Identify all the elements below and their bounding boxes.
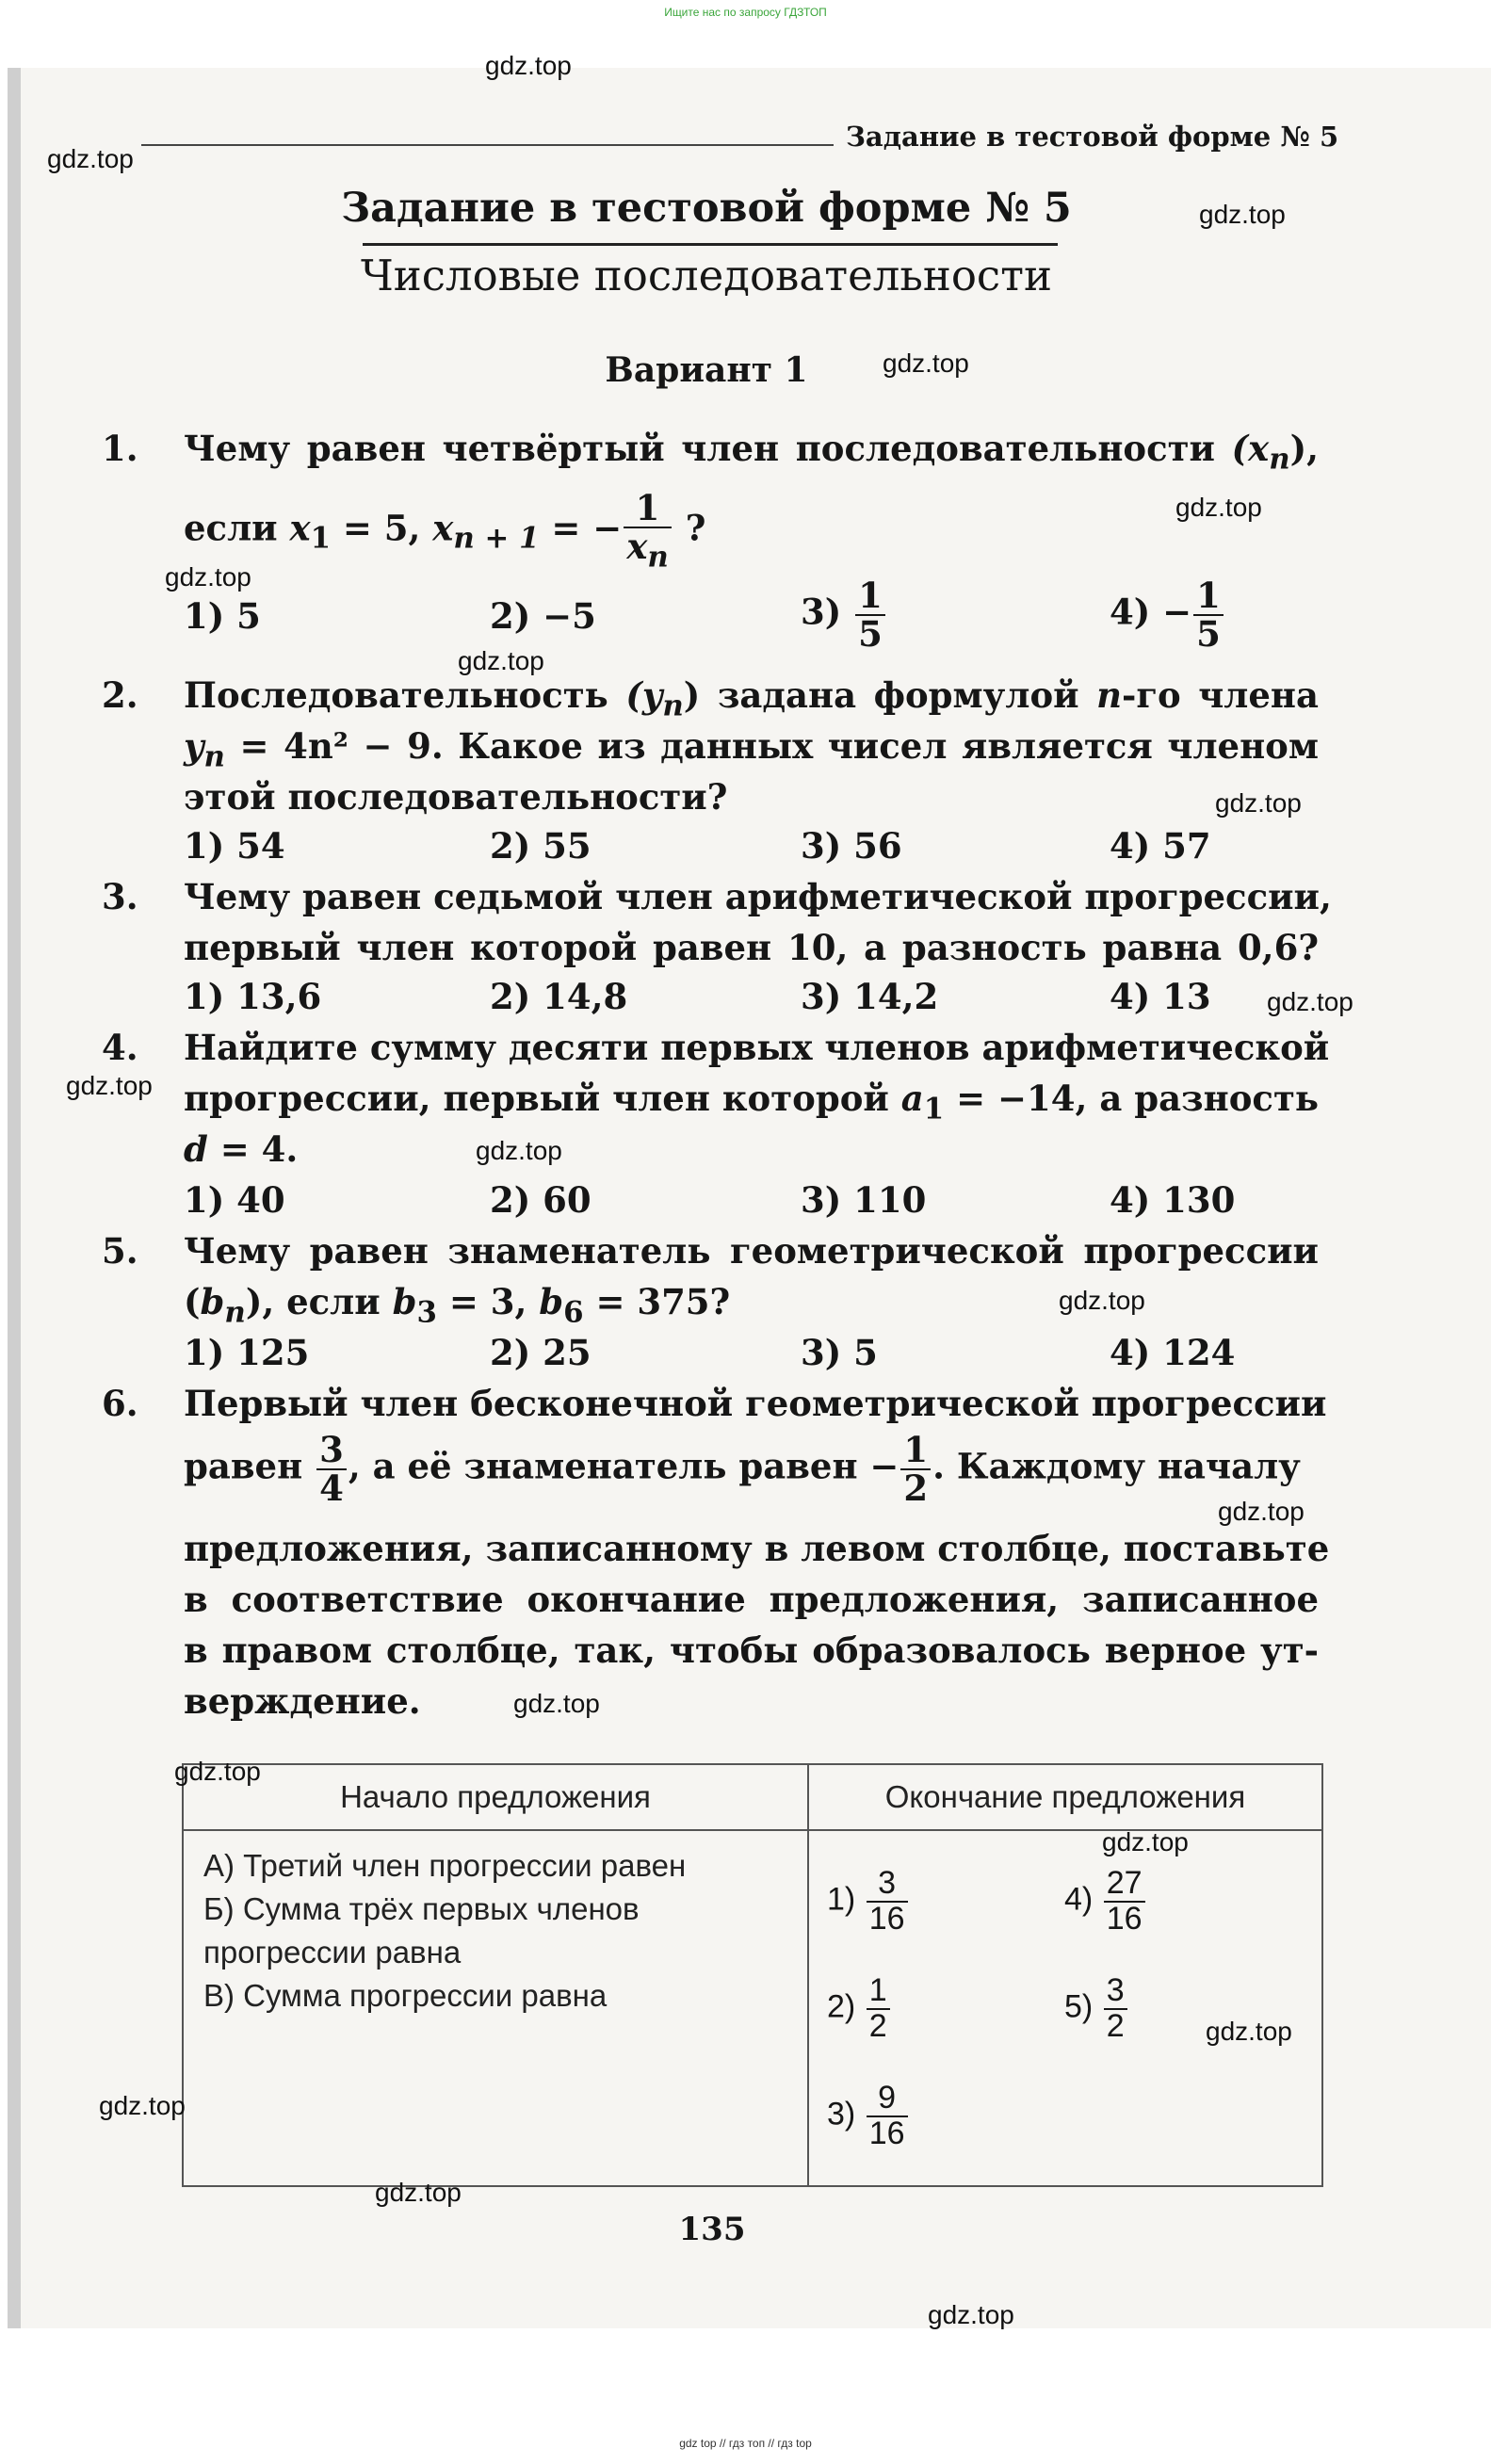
question-3-number: 3. — [102, 876, 138, 917]
watermark: gdz.top — [458, 646, 544, 675]
answer-option[interactable]: 1) 13,6 — [184, 976, 322, 1017]
question-6-line-5: в правом столбце, так, чтобы образовалось верное ут- — [184, 1629, 1319, 1671]
answer-option[interactable]: 3) 5 — [801, 1332, 878, 1373]
watermark: gdz.top — [1175, 493, 1262, 522]
question-4-number: 4. — [102, 1027, 138, 1068]
page-title: Задание в тестовой форме № 5 — [341, 185, 1072, 232]
watermark: gdz.top — [928, 2300, 1014, 2329]
watermark: gdz.top — [1199, 200, 1286, 229]
watermark: gdz.top — [485, 51, 572, 80]
answer-option[interactable]: 2) 55 — [490, 825, 592, 867]
question-1-line-2: если $x_1 = 5$, $x_{n + 1}$ = − $\frac{1}{x_n}$ ? — [184, 487, 706, 575]
fraction: $\frac{1}{x_n}$ — [624, 490, 671, 573]
question-4-line-2: прогрессии, первый член которой $a_1 = -14$, а разность — [184, 1078, 1319, 1127]
watermark: gdz.top — [1206, 2017, 1292, 2046]
question-6-line-3: предложения, записанному в левом столбце, поставьте — [184, 1528, 1330, 1569]
question-6-line-6: верждение. — [184, 1680, 421, 1722]
answer-option[interactable]: 1) 5 — [184, 595, 261, 637]
watermark: gdz.top — [47, 144, 134, 173]
watermark: gdz.top — [1215, 788, 1302, 818]
footer-note: gdz top // гдз топ // гдз top — [679, 2437, 812, 2450]
question-6-line-4: в соответствие окончание предложения, записанное — [184, 1579, 1319, 1620]
answer-option[interactable]: 2) 25 — [490, 1332, 592, 1373]
question-6-number: 6. — [102, 1383, 138, 1424]
header-rule — [141, 144, 834, 146]
answer-option[interactable]: 2) −5 — [490, 595, 596, 637]
watermark: gdz.top — [476, 1136, 562, 1165]
question-4-line-3: d = 4. — [184, 1128, 299, 1170]
page-subtitle: Числовые последовательности — [361, 251, 1052, 300]
answer-option[interactable]: 4) 124 — [1110, 1332, 1236, 1373]
question-2-number: 2. — [102, 674, 138, 716]
question-3-line-1: Чему равен седьмой член арифметической прогрессии, — [184, 876, 1332, 917]
title-underline — [363, 243, 1058, 246]
sentence-start-c: В) Сумма прогрессии равна — [203, 1978, 608, 2013]
answer-option[interactable]: 4) 57 — [1110, 825, 1211, 867]
watermark: gdz.top — [174, 1757, 261, 1786]
answer-option[interactable]: 4) 13 — [1110, 976, 1211, 1017]
answer-option[interactable]: 2) 60 — [490, 1179, 592, 1221]
question-1-line-1: Чему равен четвёртый член последовательности $(x_n)$, — [184, 428, 1319, 477]
answer-option[interactable]: 3) 56 — [801, 825, 902, 867]
question-5-number: 5. — [102, 1230, 138, 1272]
watermark: gdz.top — [1102, 1827, 1189, 1856]
answer-option[interactable]: 1) 125 — [184, 1332, 310, 1373]
watermark: gdz.top — [883, 349, 969, 378]
page-number: 135 — [678, 2211, 746, 2248]
question-5-line-1: Чему равен знаменатель геометрической прогрессии — [184, 1230, 1319, 1272]
sentence-start-a: А) Третий член прогрессии равен — [203, 1848, 687, 1883]
question-2-line-2: $y_n = 4n^2 - 9$. Какое из данных чисел является членом — [184, 725, 1319, 774]
question-6-line-1: Первый член бесконечной геометрической прогрессии — [184, 1383, 1327, 1424]
answer-option[interactable]: 3) 110 — [801, 1179, 927, 1221]
ending-option-2[interactable]: 2) $\frac{1}{2}$ — [827, 1974, 892, 2043]
running-header: Задание в тестовой форме № 5 — [846, 121, 1339, 153]
sentence-start-b: Б) Сумма трёх первых членов — [203, 1891, 640, 1926]
answer-option[interactable]: 2) 14,8 — [490, 976, 628, 1017]
watermark: gdz.top — [375, 2178, 462, 2207]
question-4-line-1: Найдите сумму десяти первых членов арифметической — [184, 1027, 1330, 1068]
watermark: gdz.top — [1267, 987, 1353, 1016]
watermark: gdz.top — [66, 1071, 153, 1100]
ending-option-5[interactable]: 5) $\frac{3}{2}$ — [1064, 1974, 1129, 2043]
ending-option-1[interactable]: 1) $\frac{3}{16}$ — [827, 1867, 910, 1936]
watermark: gdz.top — [99, 2091, 186, 2120]
answer-option[interactable]: 1) 40 — [184, 1179, 285, 1221]
ending-option-3[interactable]: 3) $\frac{9}{16}$ — [827, 2082, 910, 2150]
table-left-cell — [183, 1830, 808, 2186]
watermark: gdz.top — [165, 562, 251, 592]
answer-option[interactable]: 3) 14,2 — [801, 976, 939, 1017]
table-header-left: Начало предложения — [183, 1764, 808, 1830]
watermark: gdz.top — [1218, 1497, 1305, 1526]
answer-option[interactable]: 1) 54 — [184, 825, 285, 867]
watermark: gdz.top — [513, 1689, 600, 1718]
watermark: gdz.top — [1059, 1286, 1145, 1315]
variant-heading: Вариант 1 — [605, 350, 808, 390]
answer-option[interactable]: 4) 130 — [1110, 1179, 1236, 1221]
question-2-line-3: этой последовательности? — [184, 776, 728, 818]
ending-option-4[interactable]: 4) $\frac{27}{16}$ — [1064, 1867, 1147, 1936]
question-6-line-2: равен $\frac{3}{4}$ , а её знаменатель равен − $\frac{1}{2}$ . Каждому началу — [184, 1429, 1301, 1509]
question-2-line-1: Последовательность $(y_n)$ задана формулой n-го члена — [184, 674, 1319, 723]
table-header-right: Окончание предложения — [808, 1764, 1322, 1830]
answer-option[interactable]: 3) $\frac{1}{5}$ — [801, 577, 887, 653]
top-note: Ищите нас по запросу ГДЗТОП — [664, 6, 827, 19]
answer-option[interactable]: 4) − $\frac{1}{5}$ — [1110, 577, 1225, 653]
question-3-line-2: первый член которой равен 10, а разность равна 0,6? — [184, 927, 1319, 968]
sentence-start-b-cont: прогрессии равна — [203, 1935, 462, 1970]
question-5-line-2: $(b_n)$, если $b_3 = 3$, $b_6 = 375$? — [184, 1281, 731, 1330]
question-1-number: 1. — [102, 428, 138, 469]
